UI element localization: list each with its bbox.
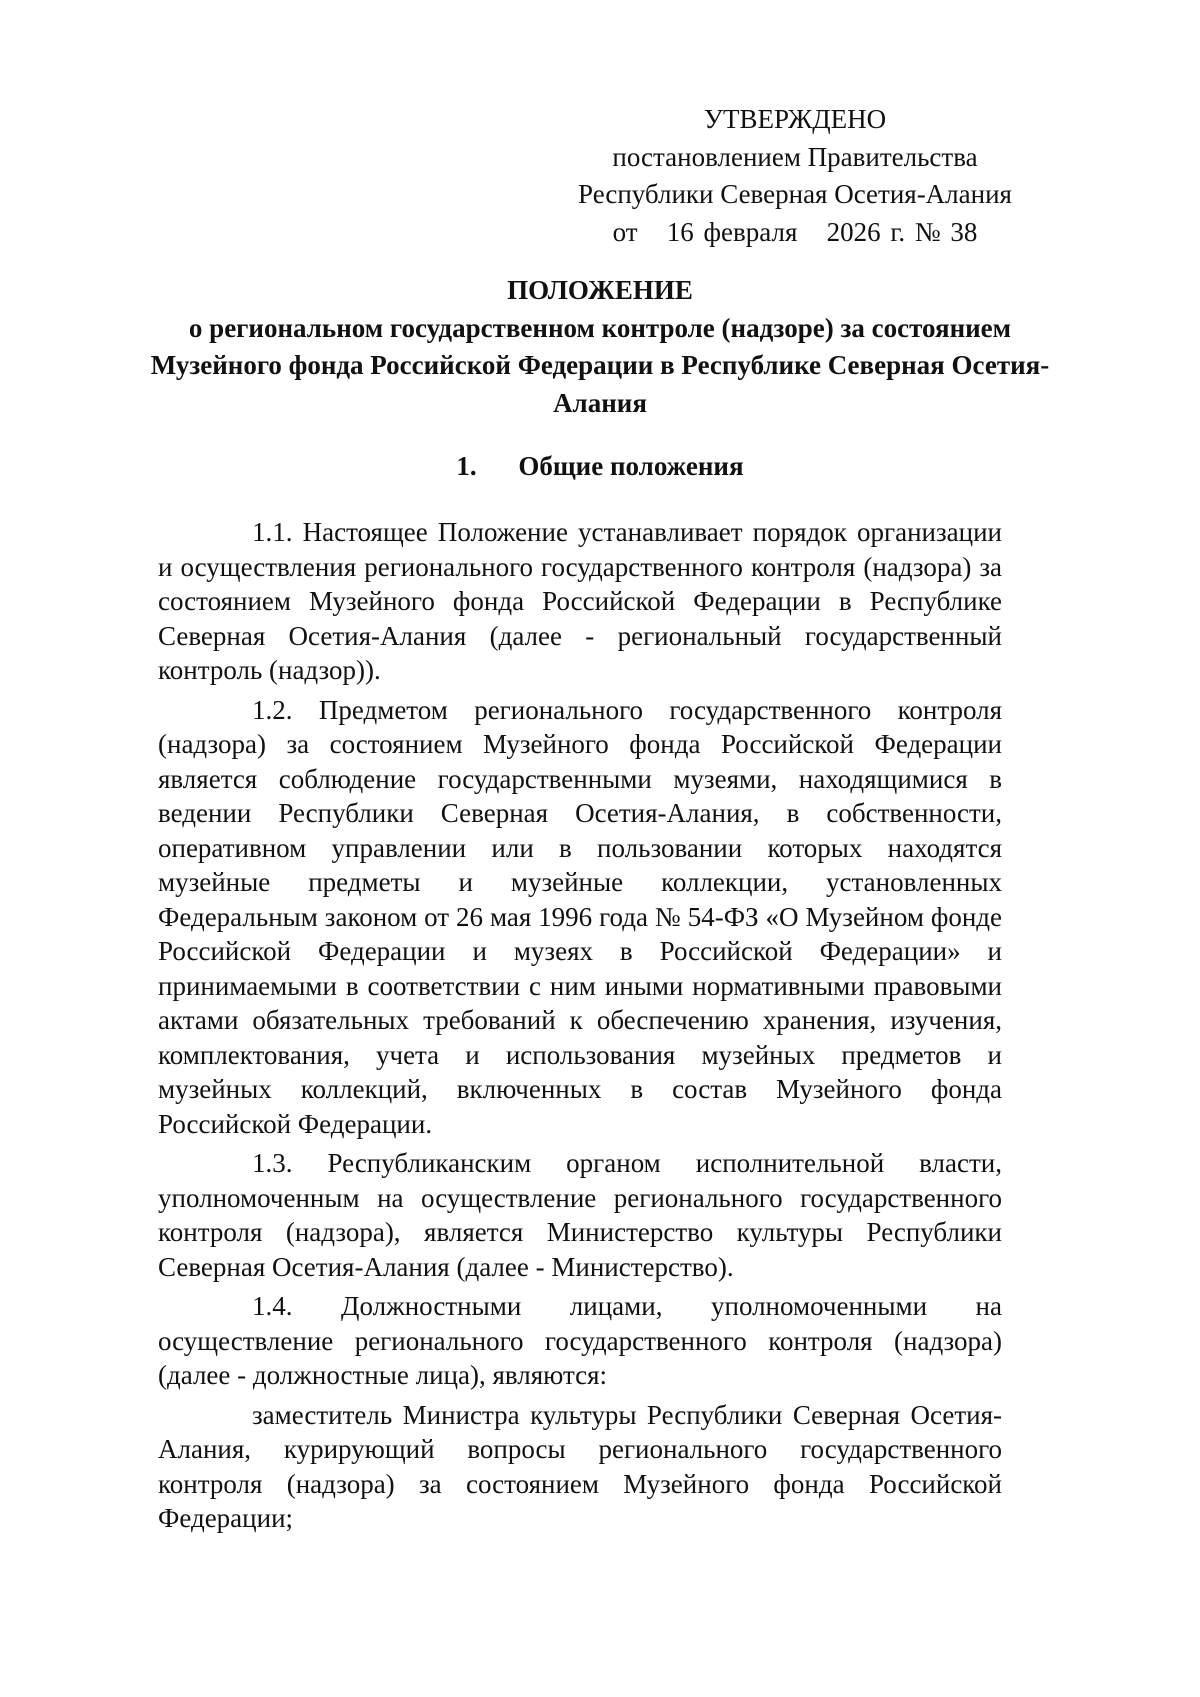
document-title-block: [150, 272, 1050, 422]
paragraph-1-3: 1.3. Республиканским органом исполнительной власти, уполномоченным на осуществление регионального государственного контроля (надзора), является Министерство культуры Республики Северная Осетия-Алания (далее - Министерство).: [158, 1148, 1002, 1282]
approval-title: УТВЕРЖДЕНО: [703, 104, 887, 134]
paragraph-1-2: 1.2. Предметом регионального государственного контроля (надзора) за состоянием Музейного фонда Российской Федерации является соблюдение государственными музеями, находящимися в ведении Республики Северная Осетия-Алания, в собственности, оперативном управлении или в пользовании которых находятся музейные предметы и музейные коллекции, установленных Федеральным законом от 26 мая 1996 года № 54-ФЗ «О Музейном фонде Российской Федерации и музеях в Российской Федерации» и принимаемыми в соответствии с ним иными нормативными правовыми актами обязательных требований к обеспечению хранения, изучения, комплектования, учета и использования музейных предметов и музейных коллекций, включенных в состав Музейного фонда Российской Федерации.: [158, 694, 1002, 1139]
paragraph-1-4: 1.4. Должностными лицами, уполномоченными на осуществление регионального государственного контроля (надзора) (далее - должностные лица), являются:: [158, 1291, 1002, 1390]
approval-stamp-block: [560, 101, 1030, 251]
document-subtitle: о региональном государственном контроле (надзоре) за состоянием Музейного фонда Российской Федерации в Республике Северная Осетия-Алания: [150, 312, 1050, 418]
document-title: ПОЛОЖЕНИЕ: [507, 275, 693, 305]
approval-resolution-line: постановлением Правительства: [612, 141, 978, 172]
paragraph-official-deputy-minister: заместитель Министра культуры Республики Северная Осетия-Алания, курирующий вопросы регионального государственного контроля (надзора) за состоянием Музейного фонда Российской Федерации;: [158, 1399, 1002, 1533]
approval-republic-line: Республики Северная Осетия-Алания: [578, 179, 1012, 209]
section-number: 1.: [456, 451, 477, 481]
document-body: [158, 515, 1002, 1536]
section-heading: [150, 448, 1050, 486]
paragraph-1-1: 1.1. Настоящее Положение устанавливает порядок организации и осуществления регионального государственного контроля (надзора) за состоянием Музейного фонда Российской Федерации в Республике Северная Осетия-Алания (далее - региональный государственный контроль (надзор)).: [158, 517, 1002, 685]
approval-date-number: от 16 февраля 2026 г. № 38: [612, 216, 978, 247]
section-title: Общие положения: [518, 451, 744, 481]
